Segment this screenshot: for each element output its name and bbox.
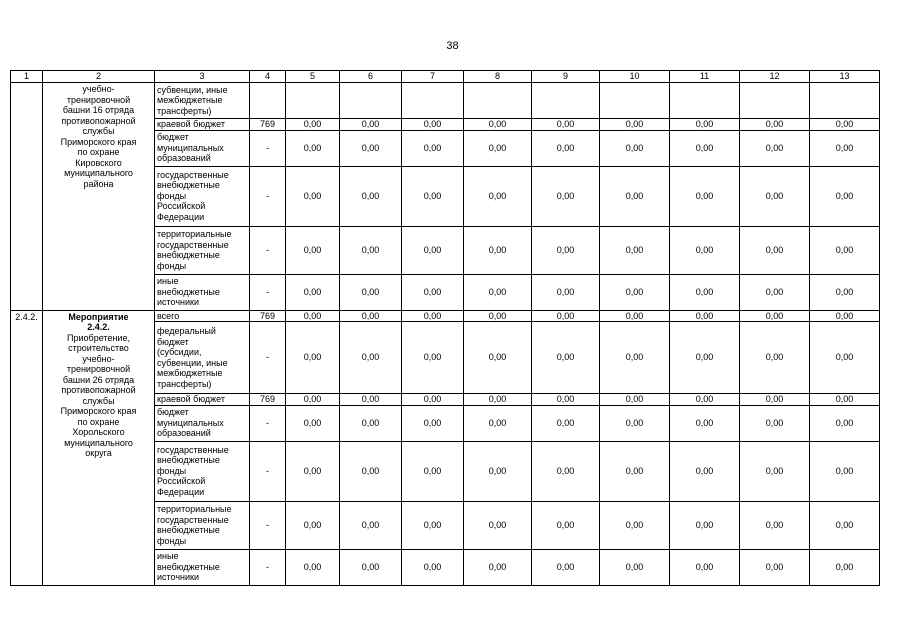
amount-cell: 0,00 xyxy=(340,166,402,226)
amount-cell: 0,00 xyxy=(670,549,740,585)
text-line: муниципального xyxy=(64,168,133,178)
amount-cell: 0,00 xyxy=(810,166,880,226)
amount-cell: 0,00 xyxy=(464,119,532,131)
budget-table xyxy=(10,70,880,586)
amount-cell: 0,00 xyxy=(670,166,740,226)
amount-cell: 0,00 xyxy=(340,310,402,322)
amount-cell: 0,00 xyxy=(740,310,810,322)
budget-code-cell: - xyxy=(250,130,286,166)
budget-code-cell: 769 xyxy=(250,394,286,406)
amount-cell: 0,00 xyxy=(810,441,880,501)
column-header-6: 6 xyxy=(340,71,402,83)
text-line: учебно- xyxy=(82,84,115,94)
amount-cell: 0,00 xyxy=(402,310,464,322)
amount-cell: 0,00 xyxy=(464,394,532,406)
item-number-cell: 2.4.2. xyxy=(11,310,43,585)
column-header-12: 12 xyxy=(740,71,810,83)
budget-code-cell: 769 xyxy=(250,310,286,322)
column-header-8: 8 xyxy=(464,71,532,83)
amount-cell: 0,00 xyxy=(670,130,740,166)
column-header-1: 1 xyxy=(11,71,43,83)
text-line: внебюджетные xyxy=(157,561,220,572)
amount-cell: 0,00 xyxy=(286,441,340,501)
funding-source-cell xyxy=(155,166,250,226)
text-line: Приморского края xyxy=(60,406,137,416)
text-line: внебюджетные xyxy=(157,180,220,191)
measure-name-cell xyxy=(43,83,155,311)
text-line: Хорольского xyxy=(72,427,125,437)
amount-cell: 0,00 xyxy=(464,166,532,226)
text-line: противопожарной xyxy=(61,385,136,395)
funding-source-cell xyxy=(155,322,250,394)
amount-cell: 0,00 xyxy=(464,501,532,549)
amount-cell: 0,00 xyxy=(464,322,532,394)
text-line: межбюджетные xyxy=(157,368,223,378)
page-number: 38 xyxy=(446,40,459,52)
text-line: муниципального xyxy=(64,437,133,448)
text-line: территориальные xyxy=(157,229,232,239)
amount-cell: 0,00 xyxy=(286,274,340,310)
amount-cell xyxy=(740,83,810,119)
amount-cell xyxy=(464,83,532,119)
amount-cell: 0,00 xyxy=(286,130,340,166)
amount-cell: 0,00 xyxy=(740,226,810,274)
text-line: строительство xyxy=(68,343,129,353)
text-line: учебно- xyxy=(82,353,115,364)
text-line: службы xyxy=(82,395,115,406)
text-line: башни 16 отряда xyxy=(62,105,135,115)
text-line: службы xyxy=(82,126,115,136)
text-line: источники xyxy=(157,297,200,308)
amount-cell: 0,00 xyxy=(670,501,740,549)
amount-cell: 0,00 xyxy=(600,501,670,549)
amount-cell xyxy=(600,83,670,119)
amount-cell: 0,00 xyxy=(402,549,464,585)
column-header-7: 7 xyxy=(402,71,464,83)
amount-cell: 0,00 xyxy=(464,310,532,322)
funding-source-cell xyxy=(155,310,250,322)
amount-cell: 0,00 xyxy=(810,549,880,585)
amount-cell: 0,00 xyxy=(286,226,340,274)
table-row xyxy=(11,310,880,322)
amount-cell: 0,00 xyxy=(532,501,600,549)
text-line: источники xyxy=(157,572,200,583)
text-line: округа xyxy=(85,448,112,458)
amount-cell: 0,00 xyxy=(532,322,600,394)
amount-cell: 0,00 xyxy=(670,226,740,274)
amount-cell: 0,00 xyxy=(286,394,340,406)
budget-code-cell: - xyxy=(250,405,286,441)
text-line: бюджет xyxy=(157,407,189,418)
column-header-5: 5 xyxy=(286,71,340,83)
column-header-3: 3 xyxy=(155,71,250,83)
amount-cell: 0,00 xyxy=(402,119,464,131)
amount-cell: 0,00 xyxy=(810,405,880,441)
amount-cell: 0,00 xyxy=(402,405,464,441)
column-header-9: 9 xyxy=(532,71,600,83)
text-line: федеральный xyxy=(157,326,216,336)
text-line: государственные xyxy=(157,514,229,525)
text-line: бюджет xyxy=(157,132,189,143)
amount-cell: 0,00 xyxy=(532,394,600,406)
text-line: тренировочной xyxy=(66,364,131,374)
text-line: внебюджетные xyxy=(157,286,220,297)
amount-cell: 0,00 xyxy=(532,226,600,274)
column-header-13: 13 xyxy=(810,71,880,83)
amount-cell: 0,00 xyxy=(740,166,810,226)
amount-cell: 0,00 xyxy=(402,166,464,226)
funding-source-cell xyxy=(155,130,250,166)
table-row xyxy=(11,83,880,119)
text-line: субвенции, иные xyxy=(157,84,228,95)
text-line: Приобретение, xyxy=(67,332,130,343)
text-line: (субсидии, xyxy=(157,347,202,357)
budget-code-cell: - xyxy=(250,549,286,585)
text-line: муниципальных xyxy=(157,142,224,153)
amount-cell: 0,00 xyxy=(532,274,600,310)
budget-code-cell: - xyxy=(250,322,286,394)
amount-cell: 0,00 xyxy=(670,441,740,501)
amount-cell: 0,00 xyxy=(600,310,670,322)
amount-cell: 0,00 xyxy=(670,394,740,406)
text-line: трансферты) xyxy=(157,105,212,116)
funding-source-cell xyxy=(155,405,250,441)
amount-cell: 0,00 xyxy=(286,549,340,585)
text-line: образований xyxy=(157,428,211,439)
budget-code-cell xyxy=(250,83,286,119)
amount-cell: 0,00 xyxy=(464,130,532,166)
amount-cell: 0,00 xyxy=(402,226,464,274)
funding-source-cell xyxy=(155,394,250,406)
amount-cell: 0,00 xyxy=(740,549,810,585)
amount-cell: 0,00 xyxy=(532,405,600,441)
amount-cell: 0,00 xyxy=(340,394,402,406)
column-header-11: 11 xyxy=(670,71,740,83)
amount-cell: 0,00 xyxy=(402,274,464,310)
amount-cell: 0,00 xyxy=(464,405,532,441)
amount-cell: 0,00 xyxy=(740,274,810,310)
budget-code-cell: - xyxy=(250,226,286,274)
text-line: фонды xyxy=(157,535,187,546)
amount-cell: 0,00 xyxy=(810,130,880,166)
amount-cell: 0,00 xyxy=(532,549,600,585)
text-line: фонды xyxy=(157,260,187,271)
amount-cell: 0,00 xyxy=(340,119,402,131)
amount-cell: 0,00 xyxy=(340,405,402,441)
amount-cell: 0,00 xyxy=(532,119,600,131)
amount-cell: 0,00 xyxy=(402,130,464,166)
amount-cell: 0,00 xyxy=(340,274,402,310)
text-line: всего xyxy=(157,310,180,321)
text-line: фонды xyxy=(157,465,187,476)
amount-cell: 0,00 xyxy=(600,322,670,394)
amount-cell: 0,00 xyxy=(464,274,532,310)
amount-cell: 0,00 xyxy=(740,394,810,406)
text-line: бюджет xyxy=(157,336,189,347)
budget-code-cell: - xyxy=(250,274,286,310)
amount-cell: 0,00 xyxy=(532,130,600,166)
amount-cell: 0,00 xyxy=(810,119,880,131)
amount-cell: 0,00 xyxy=(810,501,880,549)
amount-cell xyxy=(810,83,880,119)
text-line: субвенции, иные xyxy=(157,357,228,368)
text-line: района xyxy=(83,178,114,189)
amount-cell: 0,00 xyxy=(740,405,810,441)
amount-cell: 0,00 xyxy=(740,501,810,549)
text-line: государственные xyxy=(157,169,229,180)
column-header-10: 10 xyxy=(600,71,670,83)
amount-cell: 0,00 xyxy=(670,274,740,310)
amount-cell xyxy=(402,83,464,119)
text-line: Федерации xyxy=(157,211,205,222)
text-line: иные xyxy=(157,276,179,287)
text-line: государственные xyxy=(157,239,229,250)
amount-cell: 0,00 xyxy=(600,119,670,131)
text-line: внебюджетные xyxy=(157,250,220,260)
text-line: внебюджетные xyxy=(157,525,220,535)
amount-cell: 0,00 xyxy=(600,405,670,441)
amount-cell: 0,00 xyxy=(340,501,402,549)
amount-cell: 0,00 xyxy=(286,166,340,226)
budget-code-cell: - xyxy=(250,441,286,501)
amount-cell: 0,00 xyxy=(600,549,670,585)
text-line: по охране xyxy=(77,416,120,427)
budget-code-cell: 769 xyxy=(250,119,286,131)
amount-cell: 0,00 xyxy=(740,130,810,166)
amount-cell: 0,00 xyxy=(464,549,532,585)
amount-cell: 0,00 xyxy=(600,130,670,166)
amount-cell: 0,00 xyxy=(532,310,600,322)
amount-cell: 0,00 xyxy=(402,322,464,394)
amount-cell: 0,00 xyxy=(740,322,810,394)
table-body xyxy=(11,71,880,586)
amount-cell: 0,00 xyxy=(532,166,600,226)
amount-cell: 0,00 xyxy=(402,394,464,406)
amount-cell: 0,00 xyxy=(286,310,340,322)
amount-cell: 0,00 xyxy=(670,310,740,322)
amount-cell: 0,00 xyxy=(286,119,340,131)
amount-cell: 0,00 xyxy=(286,322,340,394)
amount-cell: 0,00 xyxy=(402,441,464,501)
amount-cell: 0,00 xyxy=(286,405,340,441)
text-line: Российской xyxy=(157,476,206,487)
item-number-cell xyxy=(11,83,43,311)
text-line: Федерации xyxy=(157,486,205,497)
text-line: по охране xyxy=(77,147,120,157)
text-line: 2.4.2. xyxy=(87,322,110,332)
amount-cell: 0,00 xyxy=(600,274,670,310)
funding-source-cell xyxy=(155,226,250,274)
text-line: Российской xyxy=(157,201,206,212)
amount-cell xyxy=(340,83,402,119)
text-line: Приморского края xyxy=(60,136,137,147)
amount-cell: 0,00 xyxy=(670,119,740,131)
text-line: государственные xyxy=(157,444,229,455)
text-line: трансферты) xyxy=(157,378,212,389)
header-row xyxy=(11,71,880,83)
amount-cell: 0,00 xyxy=(670,322,740,394)
amount-cell: 0,00 xyxy=(810,226,880,274)
amount-cell xyxy=(286,83,340,119)
budget-code-cell: - xyxy=(250,501,286,549)
amount-cell: 0,00 xyxy=(340,441,402,501)
text-line: Кировского xyxy=(75,157,122,168)
budget-code-cell: - xyxy=(250,166,286,226)
text-line: внебюджетные xyxy=(157,455,220,466)
amount-cell: 0,00 xyxy=(810,310,880,322)
amount-cell: 0,00 xyxy=(600,394,670,406)
text-line: межбюджетные xyxy=(157,95,223,106)
text-line: противопожарной xyxy=(61,115,136,126)
amount-cell xyxy=(670,83,740,119)
measure-title xyxy=(68,312,128,333)
text-line: фонды xyxy=(157,190,187,201)
amount-cell: 0,00 xyxy=(532,441,600,501)
text-line: иные xyxy=(157,551,179,562)
amount-cell: 0,00 xyxy=(340,130,402,166)
funding-source-cell xyxy=(155,119,250,131)
amount-cell xyxy=(532,83,600,119)
text-line: территориальные xyxy=(157,504,232,514)
amount-cell: 0,00 xyxy=(340,226,402,274)
measure-name-cell xyxy=(43,310,155,585)
text-line: краевой бюджет xyxy=(157,119,225,129)
text-line: краевой бюджет xyxy=(157,394,225,404)
amount-cell: 0,00 xyxy=(600,441,670,501)
amount-cell: 0,00 xyxy=(810,322,880,394)
amount-cell: 0,00 xyxy=(340,322,402,394)
amount-cell: 0,00 xyxy=(464,441,532,501)
funding-source-cell xyxy=(155,274,250,310)
amount-cell: 0,00 xyxy=(810,274,880,310)
text-line: тренировочной xyxy=(66,94,131,105)
amount-cell: 0,00 xyxy=(340,549,402,585)
text-line: образований xyxy=(157,153,211,164)
amount-cell: 0,00 xyxy=(464,226,532,274)
amount-cell: 0,00 xyxy=(286,501,340,549)
column-header-4: 4 xyxy=(250,71,286,83)
amount-cell: 0,00 xyxy=(670,405,740,441)
amount-cell: 0,00 xyxy=(740,441,810,501)
amount-cell: 0,00 xyxy=(402,501,464,549)
funding-source-cell xyxy=(155,549,250,585)
text-line: муниципальных xyxy=(157,417,224,428)
funding-source-cell xyxy=(155,83,250,119)
funding-source-cell xyxy=(155,441,250,501)
amount-cell: 0,00 xyxy=(600,226,670,274)
text-line: Мероприятие xyxy=(68,311,129,322)
text-line: башни 26 отряда xyxy=(62,374,135,385)
column-header-2: 2 xyxy=(43,71,155,83)
amount-cell: 0,00 xyxy=(600,166,670,226)
funding-source-cell xyxy=(155,501,250,549)
amount-cell: 0,00 xyxy=(810,394,880,406)
amount-cell: 0,00 xyxy=(740,119,810,131)
